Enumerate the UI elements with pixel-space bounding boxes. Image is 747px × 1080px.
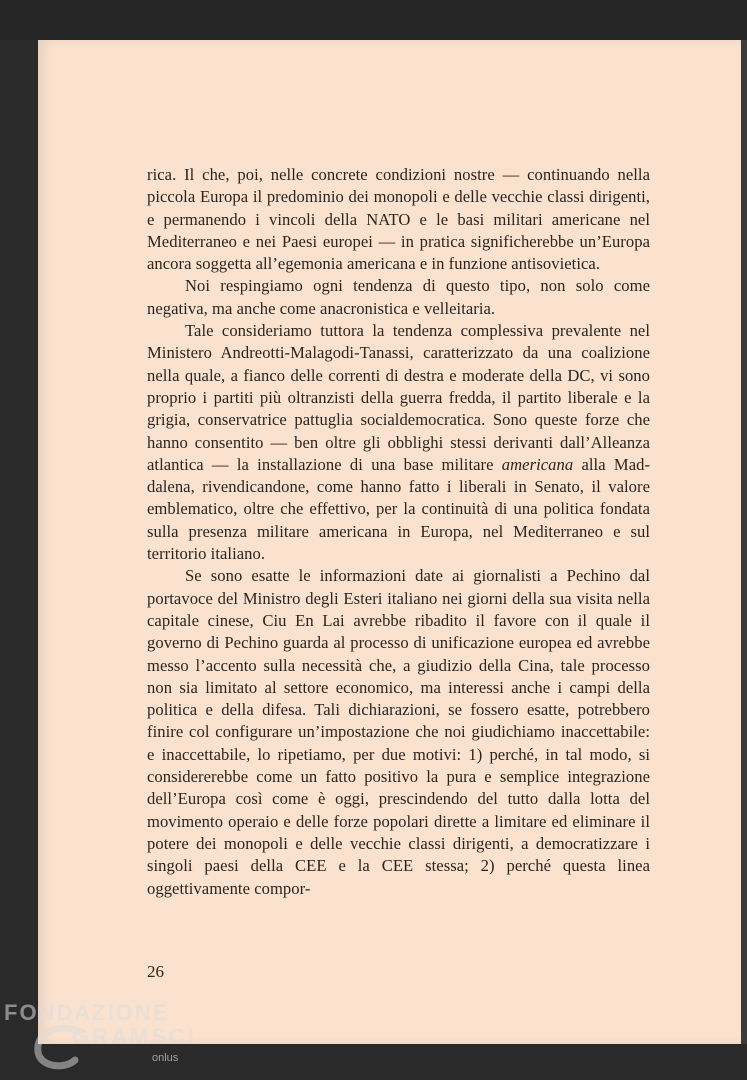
watermark xyxy=(2,998,197,1080)
watermark-line-2: GRAMSCI xyxy=(72,1024,197,1049)
page-number: 26 xyxy=(147,962,164,981)
paragraph-3-emphasis: americana xyxy=(501,454,574,474)
scan-top-edge xyxy=(0,0,747,40)
body-text xyxy=(147,164,650,900)
paragraph-4: Se sono esatte le informazioni date ai giornalisti a Pechino dal portavoce del Ministro degli Esteri italiano nei giorni della sua visita nella capitale cinese, Ciu En Lai avrebbe ribadito il favore con il quale il governo di Pechino guarda al processo di unificazione europea ed avrebbe messo l’accento sulla necessità che, a giudizio della Cina, tale processo non sia limitato al settore economico, ma interessi anche i campi della politica e della difesa. Tali dichiarazioni, se fossero esatte, potrebbero finire col configurare un’impostazione che noi giudichiamo inaccettabile: e inaccettabile, lo ripetiamo, per due motivi: 1) perché, in tal modo, si considererebbe come un fatto positivo la pura e semplice integrazione dell’Europa così come è oggi, prescindendo del tutto dalla lotta del movimento operaio e delle forze popolari dirette a limitare ed eliminare il potere dei monopoli e delle vecchie classi dirigenti, a democratizzare i singoli paesi della CEE e la CEE stessa; 2) perché questa linea oggettivamente compor- xyxy=(147,566,650,898)
paragraph-1: rica. Il che, poi, nelle concrete condizioni nostre — continuando nella piccola Europa il predominio dei monopoli e delle vecchie classi dirigenti, e permanendo i vincoli della NATO e le basi militari americane nel Mediterraneo e nei Paesi europei — in pratica significherebbe un’Europa ancora soggetta all’egemonia americana e in funzione antisovietica. xyxy=(147,165,650,274)
paragraph-3-before: Tale consideriamo tuttora la tendenza complessiva prevalente nel Ministero Andreotti-Malagodi-Tanassi, caratterizzato da una coalizione nella quale, a fianco delle correnti di destra e moderate della DC, vi sono proprio i partiti più oltranzisti della guerra fredda, il partito liberale e la grigia, conservatrice pattuglia socialdemocratica. Sono queste forze che hanno consentito — ben oltre gli obblighi stessi derivanti dall’Alleanza atlantica — la installazione di una base militare xyxy=(147,321,650,474)
paragraph-3 xyxy=(147,320,650,565)
paragraph-2: Noi respingiamo ogni tendenza di questo tipo, non solo come negativa, ma anche come anacronistica e velleitaria. xyxy=(147,276,650,318)
watermark-line-1: FONDAZIONE xyxy=(4,1000,170,1025)
paragraph-3-after: alla Maddalena, rivendicandone, come hanno fatto i liberali in Senato, il valore emblematico, oltre che effettivo, per la continuità di una politica fondata sulla presenza militare americana in Europa, nel Mediterraneo e sul territorio italiano. xyxy=(147,454,650,564)
scan-right-edge xyxy=(741,40,747,1044)
watermark-suffix: onlus xyxy=(152,1052,179,1064)
